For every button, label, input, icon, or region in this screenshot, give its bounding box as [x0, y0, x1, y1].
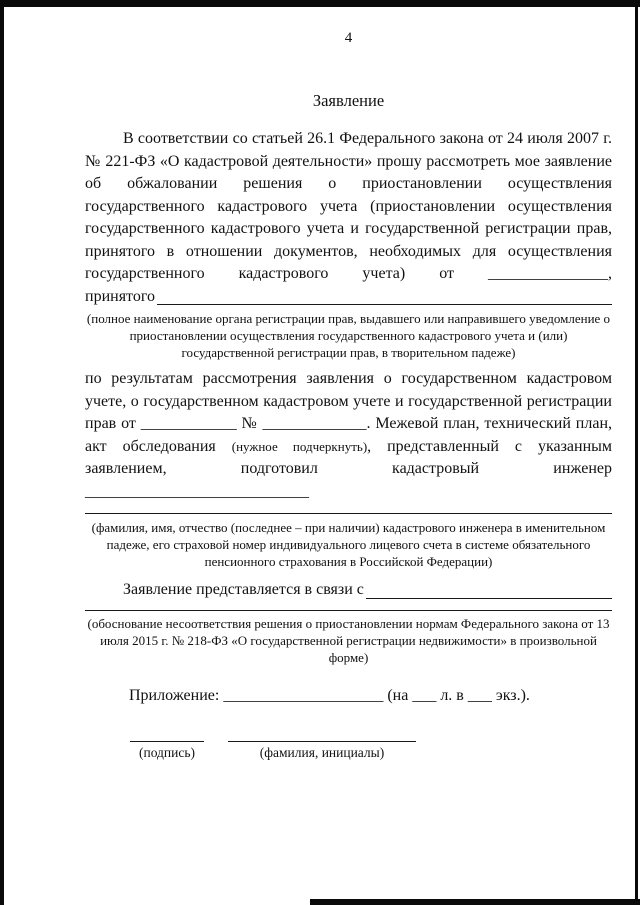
scan-border-bottom: [310, 899, 640, 905]
paragraph-results: [85, 368, 612, 503]
scan-border-right: [635, 0, 638, 905]
name-label: (фамилия, инициалы): [259, 744, 385, 760]
accepted-by-line: [85, 286, 612, 309]
page-number: 4: [344, 30, 353, 46]
submission-line: [85, 579, 612, 602]
paragraph-intro: В соответствии со статьей 26.1 Федерального закона от 24 июля 2007 г. № 221-ФЗ «О кадастровой деятельности» прошу рассмотреть мое заявление об обжаловании решения о приостановлении осуществления государственного кадастрового учета (приостановлении осуществления государственного кадастрового учета и государственной регистрации прав, принятого в отношении документов, необходимых для осуществления государственного кадастрового учета) от _______________,: [85, 130, 612, 282]
name-line: [228, 732, 416, 742]
signature-label: (подпись): [138, 744, 196, 760]
authority-blank-field: [155, 286, 612, 309]
note-justification: (обоснование несоответствия решения о приостановлении нормам Федерального закона от 13 июля 2015 г. № 218-ФЗ «О государственной регистрации недвижимости» в произвольной форме): [87, 615, 610, 665]
signature-line: [130, 732, 204, 742]
note-authority: (полное наименование органа регистрации прав, выдавшего или направившего уведомление о приостановлении осуществления государственного кадастрового учета и (или) государственной регистрации прав, в творительном падеже): [86, 311, 611, 360]
underline-as-needed-note: (нужное подчеркнуть): [231, 438, 368, 454]
accepted-by-label: принятого: [85, 287, 155, 305]
submission-label: Заявление представляется в связи с: [123, 581, 364, 598]
engineer-blank-line: [85, 503, 612, 514]
document-page: [85, 0, 612, 761]
document-title: Заявление: [312, 91, 385, 110]
note-engineer: (фамилия, имя, отчество (последнее – при наличии) кадастрового инженера в именительном падеже, его страховой номер индивидуального лицевого счета в системе обязательного пенсионного страхования в Российской Федерации): [91, 520, 606, 569]
signature-field: [130, 732, 204, 761]
scan-border-left: [0, 0, 4, 905]
signature-block: [130, 732, 612, 761]
submission-blank-field: [364, 579, 612, 602]
name-field: [228, 732, 416, 761]
justification-blank-line: [85, 602, 612, 611]
paragraph-results-text-b: , представленный с указанным заявлением, подготовил кадастровый инженер ____________________________: [85, 437, 613, 500]
attachment-line: Приложение: ____________________ (на ___ л. в ___ экз.).: [129, 686, 530, 704]
paragraph-results-text-a: по результатам рассмотрения заявления о государственном кадастровом учете, о государственном кадастровом учете и государственной регистрации прав от ____________ № _____________. Межевой план, технический план, акт обследования: [85, 370, 612, 455]
